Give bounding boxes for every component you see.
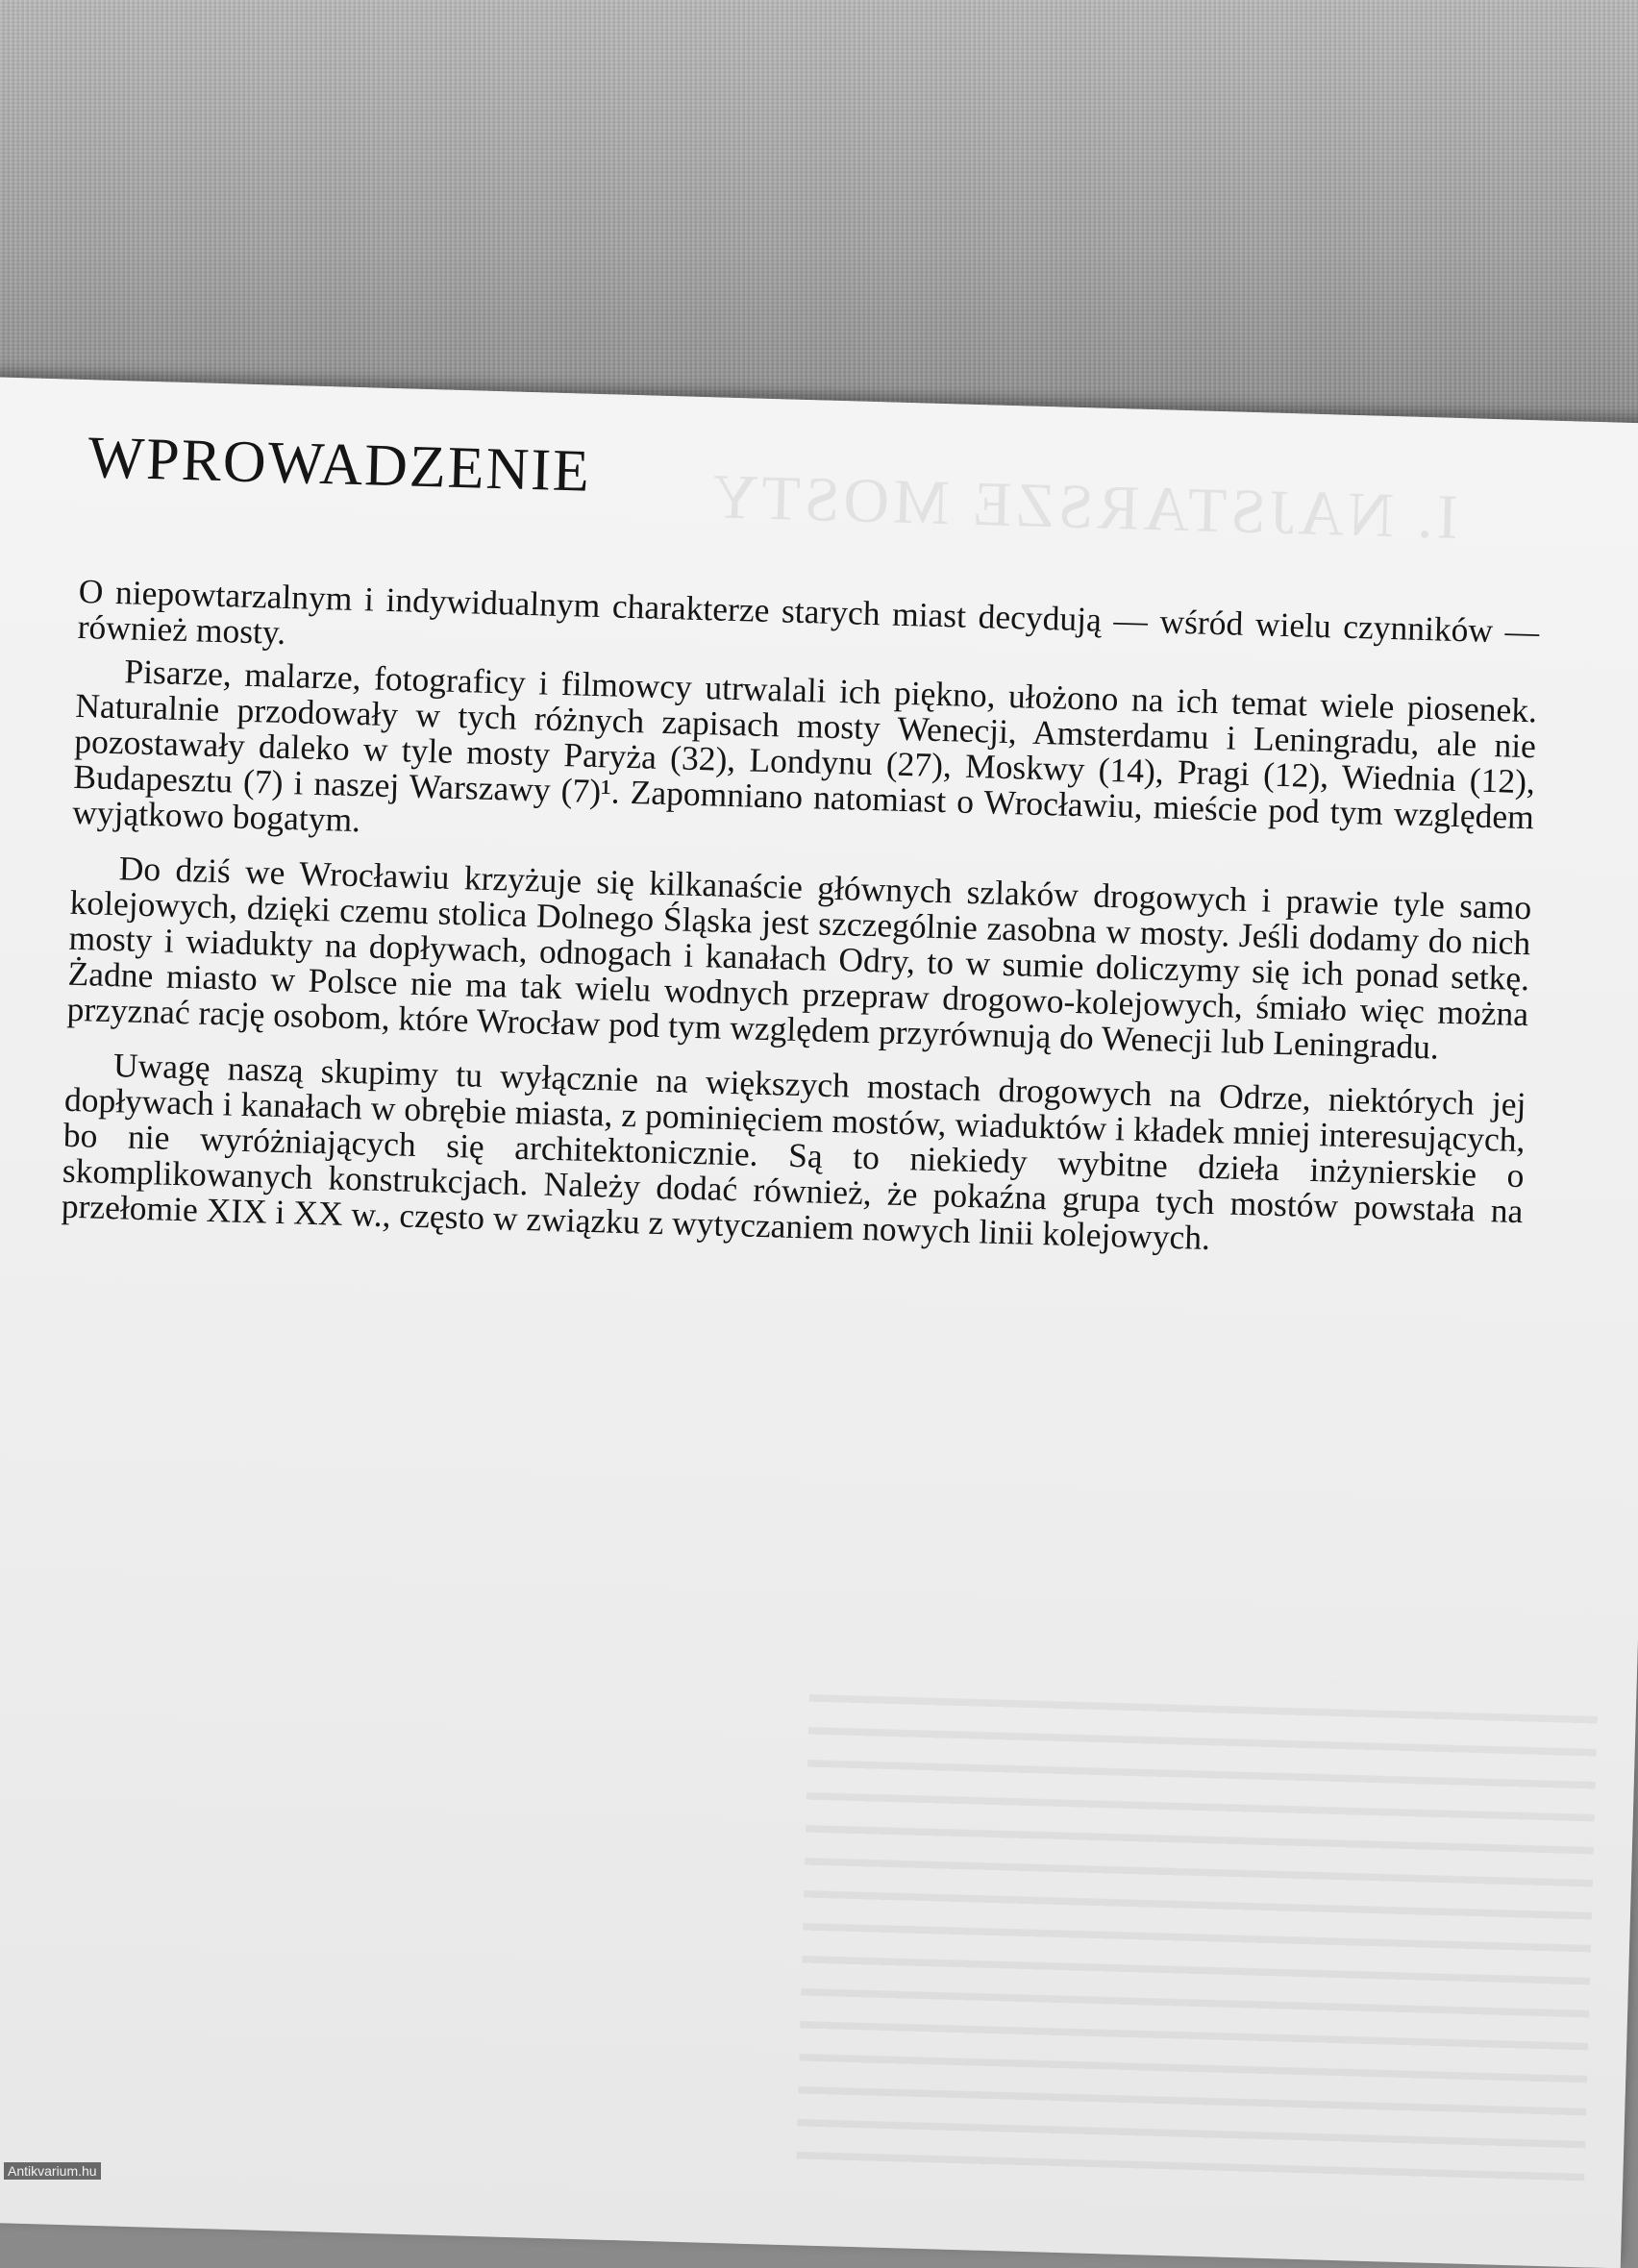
paragraph: Do dziś we Wrocławiu krzyżuje się kilkanaście głównych szlaków drogowych i prawie tyle samo kolejowych, dzięki czemu stolica Dolnego Śląska jest szczególnie zasobna w mosty. Jeśli dodamy do nich mosty i wiadukty na dopływach, odnogach i kanałach Odry, to w sumie doliczymy się ich ponad setkę. Żadne miasto w Polsce nie ma tak wielu wodnych przepraw drogowo-kolejowych, śmiało więc można przyznać rację osobom, które Wrocław pod tym względem przyrównują do Wenecji lub Leningradu. [66,849,1532,1068]
page-title: WPROWADZENIE [87,425,592,505]
bleed-through-text [796,1669,1598,2191]
desk-background [0,0,1638,423]
book-page [0,377,1638,2268]
body-text [61,574,1539,1265]
paragraph: Pisarze, malarze, fotograficy i filmowcy utrwalali ich piękno, ułożono na ich temat wiele piosenek. Naturalnie przodowały w tych różnych zapisach mosty Wenecji, Amsterdamu i Leningradu, ale nie pozostawały daleko w tyle mosty Paryża (32), Londynu (27), Moskwy (14), Pragi (12), Wiednia (12), Budapesztu (7) i naszej Warszawy (7)¹. Zapomniano natomiast o Wrocławiu, mieście pod tym względem wyjątkowo bogatym. [71,652,1538,840]
paragraph: Uwagę naszą skupimy tu wyłącznie na większych mostach drogowych na Odrze, niektórych jej dopływach i kanałach w obrębie miasta, z pominięciem mostów, wiaduktów i kładek mniej interesujących, bo nie wyróżniających się architektonicznie. Są to niekiedy wybitne dzieła inżynierskie o skomplikowanych konstrukcjach. Należy dodać również, że pokaźna grupa tych mostów powstała na przełomie XIX i XX w., często w związku z wytyczaniem nowych linii kolejowych. [61,1046,1527,1258]
page-content [61,422,1544,1273]
watermark: Antikvarium.hu [4,2162,101,2180]
bleed-through-heading: I. NAJSTARSZE MOSTY [707,461,1459,553]
paragraph: O niepowtarzalnym i indywidualnym charakterze starych miast decydują — wśród wielu czynników — również mosty. [77,572,1540,653]
